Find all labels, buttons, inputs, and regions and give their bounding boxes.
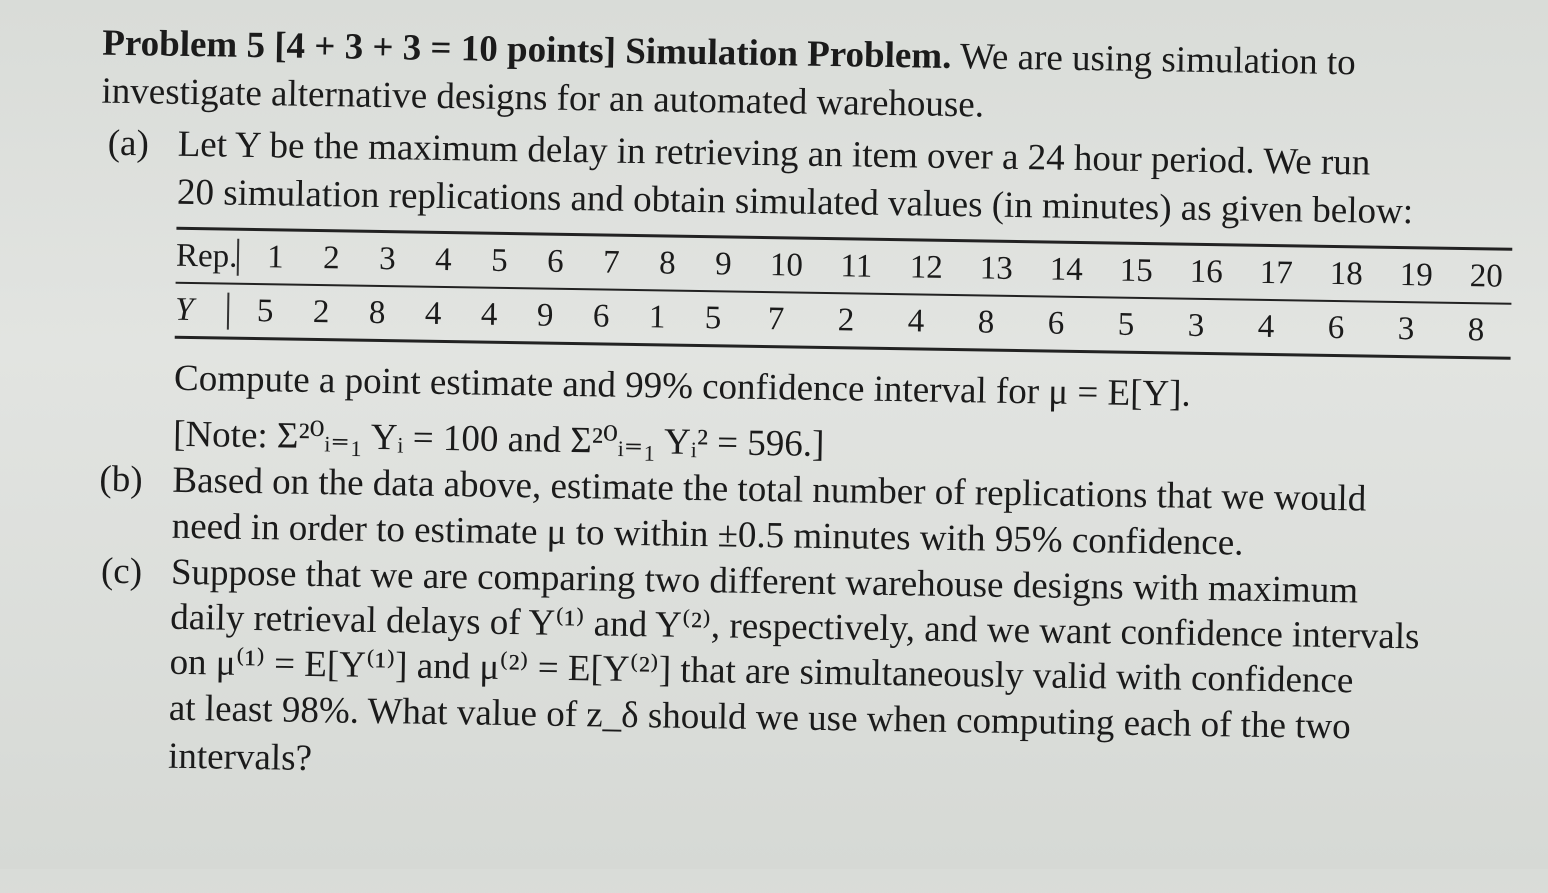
y-value-cell: 7 [767,300,785,337]
rep-cell: 16 [1189,253,1224,290]
problem-heading: Problem 5 [4 + 3 + 3 = 10 points] Simulation Problem. [102,22,952,77]
y-value-cell: 8 [977,303,995,341]
y-value-cell: 4 [1257,308,1275,345]
part-c-label: (c) [100,550,143,593]
y-value-cell: 2 [312,293,330,330]
problem-intro-2: investigate alternative designs for an automated warehouse. [101,70,985,126]
problem-intro-1: We are using simulation to [959,36,1357,84]
rep-cell: 13 [979,249,1014,287]
part-a-note: [Note: Σ²⁰ᵢ₌₁ Yᵢ = 100 and Σ²⁰ᵢ₌₁ Yᵢ² = 596.] [172,413,825,466]
y-value-cell: 6 [1327,309,1345,346]
part-c-line-4: at least 98%. What value of z_δ should we use when computing each of the two [168,687,1352,748]
rep-cell: 11 [840,247,873,285]
rep-cell: 3 [378,240,396,277]
y-value-cell: 5 [704,299,722,336]
y-value-cell: 2 [837,301,855,338]
rep-cell: 4 [434,241,452,278]
y-value-cell: 4 [424,295,442,332]
y-value-cell: 6 [1047,305,1065,342]
y-value-cell: 1 [648,298,666,335]
rep-cell: 9 [714,245,732,283]
part-b-line-2: need in order to estimate μ to within ±0.5 minutes with 95% confidence. [171,505,1244,564]
rep-cell: 17 [1259,254,1294,291]
y-value-cell: 3 [1187,307,1205,344]
part-a-label: (a) [107,122,150,165]
replication-table [175,227,1513,360]
rep-cell: 14 [1049,251,1084,288]
y-value-cell: 8 [1467,311,1485,348]
y-value-cell: 9 [536,296,554,334]
y-value-cell: 6 [592,297,610,335]
rep-cell: 18 [1329,255,1364,292]
y-value-cell: 5 [256,292,274,329]
y-value-cell: 3 [1397,310,1415,347]
rep-cell: 2 [322,239,340,276]
row-header-rep: Rep. [175,237,238,275]
y-value-cell: 5 [1117,306,1135,343]
y-value-cell: 4 [480,296,498,333]
y-value-cell: 4 [907,302,925,340]
rep-cell: 7 [602,244,620,281]
part-a-line-1: Let Y be the maximum delay in retrieving an item over a 24 hour period. We run [177,123,1371,184]
rep-cell: 15 [1119,252,1154,289]
y-value-cell: 8 [368,294,386,331]
rep-cell: 8 [658,244,676,282]
part-c-line-1: Suppose that we are comparing two different warehouse designs with maximum [170,551,1359,612]
rep-cell: 19 [1399,256,1434,294]
rep-cell: 5 [490,242,508,279]
part-b-line-1: Based on the data above, estimate the total number of replications that we would [172,459,1367,520]
part-c-line-5: intervals? [167,735,313,779]
rep-cell: 20 [1469,257,1504,295]
rep-cell: 12 [909,248,944,286]
rep-cell: 10 [769,246,804,284]
rep-cell: 1 [266,238,284,275]
part-a-compute: Compute a point estimate and 99% confidence interval for μ = E[Y]. [173,357,1192,415]
part-c-line-2: daily retrieval delays of Y⁽¹⁾ and Y⁽²⁾, respectively, and we want confidence intervals [170,596,1420,658]
rep-cell: 6 [546,243,564,280]
part-a-line-2: 20 simulation replications and obtain simulated values (in minutes) as given below: [176,171,1414,233]
row-header-y: Y [175,291,230,329]
part-c-line-3: on μ⁽¹⁾ = E[Y⁽¹⁾] and μ⁽²⁾ = E[Y⁽²⁾] that are simultaneously valid with confidence [169,641,1354,702]
part-b-label: (b) [99,458,143,501]
